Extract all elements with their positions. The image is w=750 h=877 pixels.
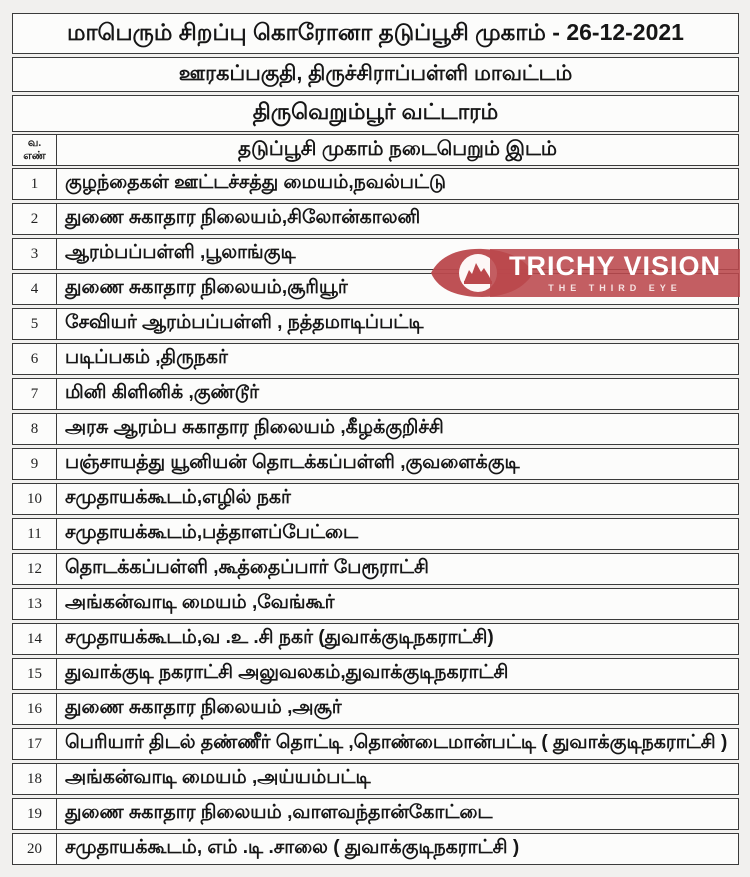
table-row (12, 763, 739, 795)
table-row (12, 588, 739, 620)
row-serial-number: 8 (13, 414, 57, 444)
camp-location: பஞ்சாயத்து யூனியன் தொடக்கப்பள்ளி ,குவளைக்குடி (65, 452, 520, 473)
camp-location: துணை சுகாதார நிலையம்,சூரியூர் (65, 277, 348, 298)
row-serial-number: 16 (13, 694, 57, 724)
notice-title: மாபெரும் சிறப்பு கொரோனா தடுப்பூசி முகாம் - 26-12-2021 (12, 13, 739, 54)
table-row (12, 798, 739, 830)
table-row (12, 413, 739, 445)
watermark-banner (490, 249, 740, 297)
row-serial-number: 19 (13, 799, 57, 829)
watermark-tagline-text: THE THIRD EYE (548, 283, 682, 293)
row-serial-number: 7 (13, 379, 57, 409)
notice-subtitle-block: திருவெறும்பூர் வட்டாரம் (12, 95, 739, 132)
table-row (12, 518, 739, 550)
table-row (12, 693, 739, 725)
camp-location: துணை சுகாதார நிலையம் ,வாளவந்தான்கோட்டை (65, 802, 493, 823)
watermark-brand-text: TRICHY VISION (508, 251, 722, 281)
camp-location: தொடக்கப்பள்ளி ,கூத்தைப்பார் பேரூராட்சி (65, 557, 429, 578)
row-serial-number: 10 (13, 484, 57, 514)
trichy-vision-watermark (428, 246, 742, 300)
table-header-row (12, 134, 739, 166)
row-serial-number: 3 (13, 239, 57, 269)
camp-location: ஆரம்பப்பள்ளி ,பூலாங்குடி (65, 242, 296, 263)
camp-location: மினி கிளினிக் ,குண்டூர் (65, 382, 260, 403)
table-row (12, 343, 739, 375)
table-row (12, 658, 739, 690)
camp-location: சமுதாயக்கூடம்,பத்தாளப்பேட்டை (65, 522, 359, 543)
camp-location: குழந்தைகள் ஊட்டச்சத்து மையம்,நவல்பட்டு (65, 172, 447, 193)
camp-location: அரசு ஆரம்ப சுகாதார நிலையம் ,கீழக்குறிச்சி (65, 417, 444, 438)
serial-header-line2: எண் (23, 150, 46, 162)
row-serial-number: 20 (13, 834, 57, 864)
row-serial-number: 18 (13, 764, 57, 794)
table-row (12, 203, 739, 235)
camp-location: அங்கன்வாடி மையம் ,அய்யம்பட்டி (65, 767, 371, 788)
table-row (12, 168, 739, 200)
table-row (12, 308, 739, 340)
camp-location: சேவியர் ஆரம்பப்பள்ளி , நத்தமாடிப்பட்டி (65, 312, 424, 333)
table-row (12, 728, 739, 760)
camp-location: சமுதாயக்கூடம்,வ .உ .சி நகர் (துவாக்குடிநகராட்சி) (65, 627, 494, 648)
row-serial-number: 15 (13, 659, 57, 689)
serial-header-line1: வ. (27, 137, 42, 150)
table-row (12, 448, 739, 480)
table-row (12, 623, 739, 655)
table-row (12, 378, 739, 410)
row-serial-number: 1 (13, 169, 57, 199)
notice-subtitle-district: ஊரகப்பகுதி, திருச்சிராப்பள்ளி மாவட்டம் (12, 57, 739, 92)
camp-location: துணை சுகாதார நிலையம் ,அசூர் (65, 697, 342, 718)
row-serial-number: 13 (13, 589, 57, 619)
row-serial-number: 11 (13, 519, 57, 549)
row-serial-number: 9 (13, 449, 57, 479)
column-header-serial (13, 135, 57, 165)
camp-location: படிப்பகம் ,திருநகர் (65, 347, 228, 368)
row-serial-number: 14 (13, 624, 57, 654)
camp-location: அங்கன்வாடி மையம் ,வேங்கூர் (65, 592, 335, 613)
camp-location: பெரியார் திடல் தண்ணீர் தொட்டி ,தொண்டைமான்பட்டி ( துவாக்குடிநகராட்சி ) (65, 732, 728, 753)
row-serial-number: 6 (13, 344, 57, 374)
row-serial-number: 5 (13, 309, 57, 339)
table-row (12, 483, 739, 515)
table-row (12, 553, 739, 585)
vaccination-camp-notice (12, 13, 739, 868)
table-row (12, 833, 739, 865)
row-serial-number: 17 (13, 729, 57, 759)
camp-location: சமுதாயக்கூடம்,எழில் நகர் (65, 487, 291, 508)
camp-location: துவாக்குடி நகராட்சி அலுவலகம்,துவாக்குடிநகராட்சி (65, 662, 509, 683)
rockfort-base (464, 281, 492, 284)
row-serial-number: 2 (13, 204, 57, 234)
camp-location: சமுதாயக்கூடம், எம் .டி .சாலை ( துவாக்குடிநகராட்சி ) (65, 837, 520, 858)
column-header-place: தடுப்பூசி முகாம் நடைபெறும் இடம் (238, 137, 557, 160)
row-serial-number: 4 (13, 274, 57, 304)
camp-location: துணை சுகாதார நிலையம்,சிலோன்காலனி (65, 207, 421, 228)
row-serial-number: 12 (13, 554, 57, 584)
